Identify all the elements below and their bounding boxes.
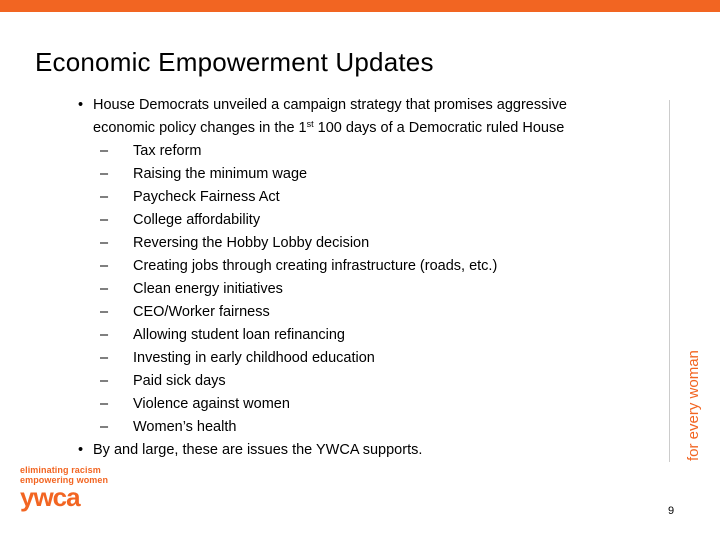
bullet-text-line2 <box>93 117 658 140</box>
logo-line-2: empowering women <box>20 475 109 485</box>
policy-list-item <box>78 393 658 416</box>
policy-list-item <box>78 186 658 209</box>
bullet-item-campaign <box>78 94 658 140</box>
bullet-text-line2-start: economic policy changes in the 1 <box>93 120 307 136</box>
vertical-divider <box>669 100 670 462</box>
dash-icon: – <box>100 166 109 182</box>
dash-icon: – <box>100 189 109 205</box>
ywca-logo <box>20 465 120 510</box>
policy-list-item <box>78 278 658 301</box>
dash-icon: – <box>100 258 109 274</box>
dash-icon: – <box>100 327 109 343</box>
policy-list-item-text: CEO/Worker fairness <box>133 304 270 320</box>
dash-icon: – <box>100 396 109 412</box>
logo-line-1: eliminating racism <box>20 465 101 475</box>
dash-icon: – <box>100 304 109 320</box>
bullet-text-line2-end: 100 days of a Democratic ruled House <box>313 120 565 136</box>
policy-list-item-text: Reversing the Hobby Lobby decision <box>133 235 370 251</box>
policy-list-item <box>78 370 658 393</box>
dash-icon: – <box>100 350 109 366</box>
policy-list-item <box>78 163 658 186</box>
page-number: 9 <box>668 505 675 517</box>
dash-icon: – <box>100 281 109 297</box>
bullet-icon: • <box>78 442 84 458</box>
policy-list-item <box>78 255 658 278</box>
bullet-icon: • <box>78 97 84 113</box>
policy-list-item-text: Tax reform <box>133 143 202 159</box>
policy-list-item-text: Allowing student loan refinancing <box>133 327 345 343</box>
bullet-text-line1: House Democrats unveiled a campaign strategy that promises aggressive <box>93 97 567 113</box>
dash-icon: – <box>100 419 109 435</box>
policy-list-item-text: Investing in early childhood education <box>133 350 375 366</box>
policy-list-item <box>78 140 658 163</box>
policy-list <box>78 140 658 439</box>
policy-list-item-text: Creating jobs through creating infrastructure (roads, etc.) <box>133 258 498 274</box>
slide-body <box>78 94 658 462</box>
dash-icon: – <box>100 373 109 389</box>
logo-wordmark: ywca <box>20 482 80 512</box>
policy-list-item-text: Paid sick days <box>133 373 226 389</box>
policy-list-item <box>78 324 658 347</box>
policy-list-item-text: Violence against women <box>133 396 290 412</box>
policy-list-item-text: College affordability <box>133 212 261 228</box>
slide-title: Economic Empowerment Updates <box>35 47 434 77</box>
bullet-text: By and large, these are issues the YWCA supports. <box>93 442 423 458</box>
policy-list-item-text: Paycheck Fairness Act <box>133 189 280 205</box>
policy-list-item-text: Clean energy initiatives <box>133 281 283 297</box>
dash-icon: – <box>100 212 109 228</box>
policy-list-item <box>78 416 658 439</box>
policy-list-item-text: Women’s health <box>133 419 237 435</box>
policy-list-item <box>78 209 658 232</box>
tagline: for every woman <box>685 350 702 461</box>
top-accent-bar <box>0 0 720 12</box>
policy-list-item <box>78 301 658 324</box>
dash-icon: – <box>100 143 109 159</box>
dash-icon: – <box>100 235 109 251</box>
policy-list-item <box>78 232 658 255</box>
ordinal-superscript: st <box>306 119 314 129</box>
policy-list-item-text: Raising the minimum wage <box>133 166 308 182</box>
bullet-item-summary <box>78 439 658 462</box>
policy-list-item <box>78 347 658 370</box>
